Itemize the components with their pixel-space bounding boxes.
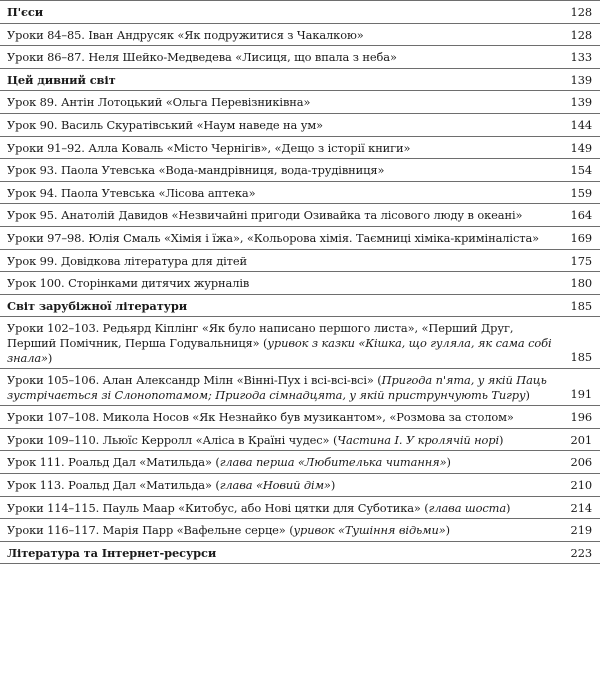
entry-note: уривок «Тушіння відьми» bbox=[293, 523, 446, 538]
page-number: 159 bbox=[570, 185, 592, 200]
entry-suffix: ) bbox=[446, 455, 451, 470]
page-number: 154 bbox=[570, 163, 592, 178]
page-number: 133 bbox=[570, 50, 592, 65]
page-number: 223 bbox=[570, 545, 592, 560]
entry-note: глава шоста bbox=[428, 500, 507, 515]
toc-section bbox=[0, 295, 600, 318]
entry-title: Уроки 97–98. Юлія Смаль «Хімія і їжа», «Кольорова хімія. Таємниці хіміка-криміналіста» bbox=[7, 230, 540, 245]
page-number: 214 bbox=[570, 500, 592, 515]
page-number: 169 bbox=[570, 230, 592, 245]
toc-entry bbox=[0, 159, 600, 182]
entry-note: глава перша «Любителька читання» bbox=[219, 455, 447, 470]
toc-entry bbox=[0, 137, 600, 160]
page-number: 185 bbox=[570, 298, 592, 313]
entry-title: Уроки 109–110. Льюїс Керролл «Аліса в Країні чудес» ( bbox=[7, 432, 338, 447]
entry-title: Уроки 116–117. Марія Парр «Вафельне серце» ( bbox=[7, 523, 294, 538]
entry-title: Урок 111. Роальд Дал «Матильда» ( bbox=[7, 455, 220, 470]
entry-note: Частина І. У кролячій норі bbox=[337, 432, 500, 447]
entry-suffix: ) bbox=[47, 350, 53, 365]
entry-title: Урок 94. Паола Утевська «Лісова аптека» bbox=[7, 185, 256, 200]
toc-entry bbox=[0, 429, 600, 452]
toc-entry bbox=[0, 227, 600, 250]
entry-title: Уроки 107–108. Микола Носов «Як Незнайко був музикантом», «Розмова за столом» bbox=[7, 410, 514, 425]
page-number: 219 bbox=[570, 523, 592, 538]
entry-suffix: ) bbox=[525, 387, 530, 402]
toc-entry bbox=[0, 24, 600, 47]
entry-suffix: ) bbox=[330, 478, 336, 493]
toc-entry bbox=[0, 317, 600, 369]
entry-title: Урок 95. Анатолій Давидов «Незвичайні пригоди Озивайка та лісового люду в океані» bbox=[7, 208, 523, 223]
toc-entry bbox=[0, 369, 600, 406]
entry-title: Урок 90. Василь Скуратівський «Наум наведе на ум» bbox=[7, 117, 323, 132]
entry-title: Уроки 114–115. Пауль Маар «Китобус, або Нові цятки для Суботика» ( bbox=[7, 500, 429, 515]
page-number: 191 bbox=[570, 386, 592, 401]
section-title: Світ зарубіжної літератури bbox=[7, 298, 188, 313]
entry-title: Урок 100. Сторінками дитячих журналів bbox=[7, 276, 250, 291]
toc-entry bbox=[0, 46, 600, 69]
entry-suffix: ) bbox=[506, 500, 511, 515]
page-number: 128 bbox=[570, 27, 592, 42]
entry-title: Урок 113. Роальд Дал «Матильда» ( bbox=[7, 478, 220, 493]
toc-entry bbox=[0, 114, 600, 137]
section-title: П'єси bbox=[7, 5, 44, 19]
entry-note: Пригода п'ята, у якій Паць зустрічається зі Слонопотамом; Пригода сімнадцята, у якій приструнчують Тигру bbox=[7, 373, 547, 402]
section-title: Література та Інтернет-ресурси bbox=[7, 545, 217, 560]
entry-title: Урок 99. Довідкова література для дітей bbox=[7, 253, 248, 268]
entry-title: Уроки 102–103. Редьярд Кіплінг «Як було написано першого листа», «Перший Друг, Перший Помічник, Перша Годувальниця» ( bbox=[7, 321, 514, 350]
page-number: 201 bbox=[570, 432, 592, 447]
entry-suffix: ) bbox=[499, 432, 504, 447]
page-number: 210 bbox=[570, 478, 592, 493]
toc-entry bbox=[0, 406, 600, 429]
toc-entry bbox=[0, 272, 600, 295]
entry-note: глава «Новий дім» bbox=[219, 478, 331, 493]
page-number: 128 bbox=[570, 5, 592, 19]
toc-entry bbox=[0, 250, 600, 273]
page-number: 144 bbox=[570, 117, 592, 132]
toc-section bbox=[0, 542, 600, 565]
entry-title: Урок 93. Паола Утевська «Вода-мандрівниця, вода-трудівниця» bbox=[7, 163, 385, 178]
toc-section bbox=[0, 0, 600, 24]
page-number: 180 bbox=[570, 276, 592, 291]
toc-entry bbox=[0, 204, 600, 227]
page-number: 149 bbox=[570, 140, 592, 155]
page-number: 164 bbox=[570, 208, 592, 223]
toc-entry bbox=[0, 182, 600, 205]
entry-note: уривок з казки «Кішка, що гуляла, як сама собі знала» bbox=[7, 335, 552, 365]
page-number: 139 bbox=[570, 72, 592, 87]
page-number: 196 bbox=[570, 410, 592, 425]
page-number: 139 bbox=[570, 95, 592, 110]
toc-entry bbox=[0, 474, 600, 497]
toc-entry bbox=[0, 497, 600, 520]
entry-title: Уроки 84–85. Іван Андрусяк «Як подружитися з Чакалкою» bbox=[7, 27, 364, 42]
section-title: Цей дивний світ bbox=[7, 72, 116, 87]
entry-title: Уроки 105–106. Алан Александр Мілн «Вінні-Пух і всі-всі-всі» ( bbox=[7, 373, 382, 388]
toc-section bbox=[0, 69, 600, 92]
entry-title: Урок 89. Антін Лотоцький «Ольга Перевізниківна» bbox=[7, 95, 311, 110]
entry-title: Уроки 91–92. Алла Коваль «Місто Чернігів», «Дещо з історії книги» bbox=[7, 140, 411, 155]
toc-entry bbox=[0, 451, 600, 474]
entry-title: Уроки 86–87. Неля Шейко-Медведева «Лисиця, що впала з неба» bbox=[7, 50, 397, 65]
toc-entry bbox=[0, 519, 600, 542]
toc-entry bbox=[0, 91, 600, 114]
page-number: 206 bbox=[570, 455, 592, 470]
page-number: 185 bbox=[570, 349, 592, 364]
page-number: 175 bbox=[570, 253, 592, 268]
entry-suffix: ) bbox=[445, 523, 450, 538]
